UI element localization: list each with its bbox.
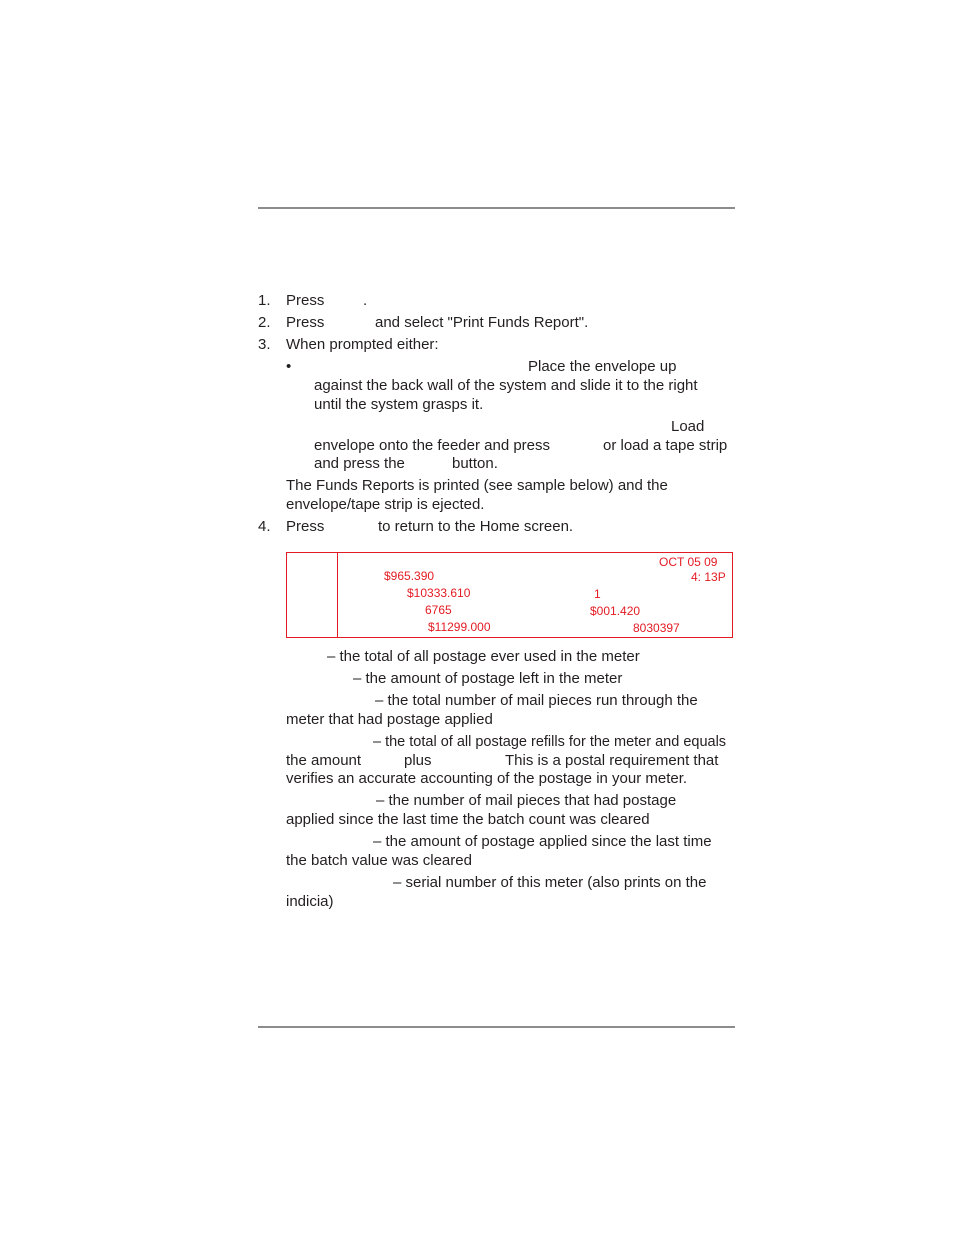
desc-4-line-2b: plus — [404, 752, 432, 769]
report-value-3: 6765 — [425, 603, 452, 617]
report-value-1: $965.390 — [384, 569, 435, 583]
report-value-2: $10333.610 — [407, 586, 471, 600]
bullet-1-line-3: until the system grasps it. — [314, 396, 484, 413]
desc-4-line-2c: This is a postal requirement that — [505, 752, 719, 769]
bullet-2-line-1: Load — [671, 418, 705, 435]
bullet-2-line-3b: button. — [452, 455, 498, 472]
result-line-1: The Funds Reports is printed (see sample below) and the — [286, 477, 668, 494]
desc-5-line-2: applied since the last time the batch count was cleared — [286, 811, 650, 828]
bullet-marker: • — [286, 358, 292, 375]
desc-5-line-1: – the number of mail pieces that had postage — [376, 792, 677, 809]
footer-rule — [258, 1026, 735, 1028]
step-2-text: Press — [286, 314, 325, 331]
report-time: 4: 13P — [691, 570, 726, 584]
step-1-period: . — [363, 292, 368, 309]
funds-report-divider — [337, 553, 338, 637]
desc-1: – the total of all postage ever used in the meter — [327, 648, 640, 665]
step-3-text: When prompted either: — [286, 336, 439, 353]
bullet-1-line-2: against the back wall of the system and slide it to the right — [314, 377, 698, 394]
desc-3-line-2: meter that had postage applied — [286, 711, 493, 728]
desc-7-line-1: – serial number of this meter (also prints on the — [393, 874, 707, 891]
bullet-1-line-1: Place the envelope up — [528, 358, 677, 375]
step-2-text-end: and select "Print Funds Report". — [375, 314, 589, 331]
header-rule — [258, 207, 735, 209]
step-4-text: Press — [286, 518, 325, 535]
report-date: OCT 05 09 — [659, 555, 718, 569]
step-4-text-end: to return to the Home screen. — [378, 518, 574, 535]
bullet-2-line-3a: and press the — [314, 455, 405, 472]
desc-4-line-2a: the amount — [286, 752, 362, 769]
step-1-number: 1. — [258, 292, 271, 309]
desc-6-line-2: the batch value was cleared — [286, 852, 472, 869]
desc-2: – the amount of postage left in the meter — [353, 670, 623, 687]
report-value-6: $001.420 — [590, 604, 641, 618]
step-2-number: 2. — [258, 314, 271, 331]
desc-7-line-2: indicia) — [286, 893, 334, 910]
result-line-2: envelope/tape strip is ejected. — [286, 496, 485, 513]
bullet-2-line-2a: envelope onto the feeder and press — [314, 437, 551, 454]
step-1-text: Press — [286, 292, 325, 309]
step-4-number: 4. — [258, 518, 271, 535]
bullet-2-line-2b: or load a tape strip — [603, 437, 728, 454]
report-value-7: 8030397 — [633, 621, 680, 635]
desc-6-line-1: – the amount of postage applied since the last time — [373, 833, 712, 850]
desc-4-line-3: verifies an accurate accounting of the postage in your meter. — [286, 770, 688, 787]
desc-4-line-1: – the total of all postage refills for the meter and equals — [373, 734, 727, 750]
desc-3-line-1: – the total number of mail pieces run through the — [375, 692, 698, 709]
report-value-5: 1 — [594, 587, 601, 601]
step-3-number: 3. — [258, 336, 271, 353]
report-value-4: $11299.000 — [428, 620, 491, 634]
